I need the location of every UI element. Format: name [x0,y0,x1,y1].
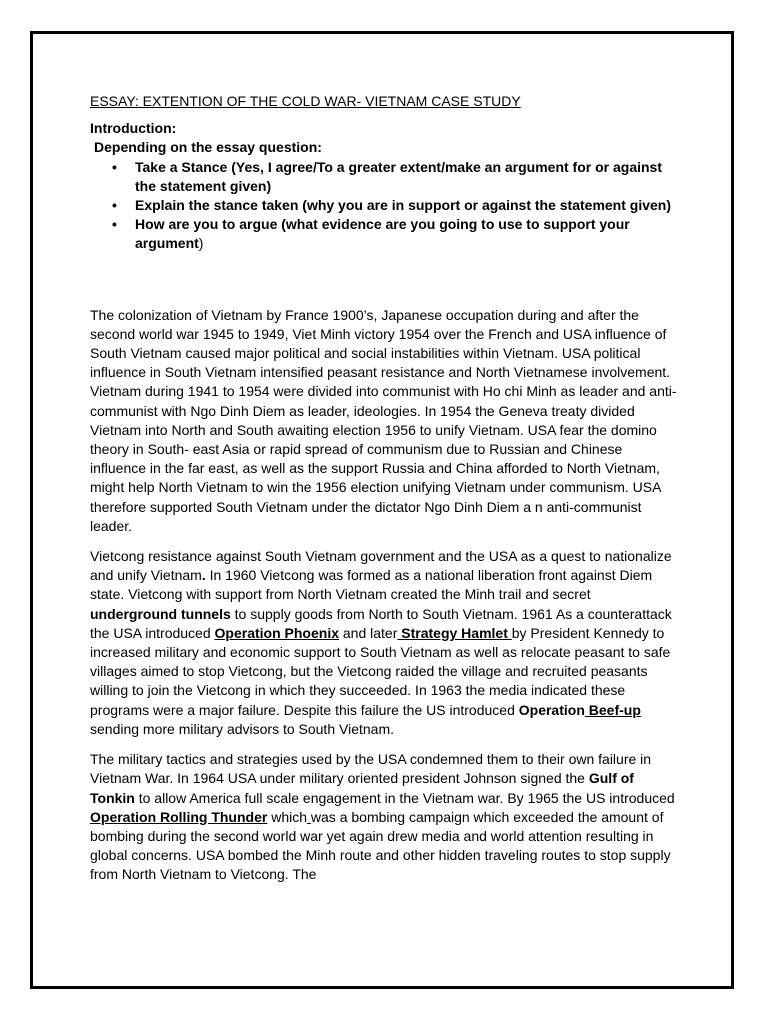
text-run: and later [339,624,398,641]
operation-term: Operation [518,701,585,718]
operation-rolling-thunder-term: Operation Rolling Thunder [90,808,268,825]
text-run: . [201,567,206,584]
text-run: to allow America full scale engagement in the Vietnam war. By 1965 the US introduced [134,789,675,806]
text-run: to supply goods from North to South Vietnam. 1961 As a counterattack the USA introduced [90,605,672,641]
bullet-text: How are you to argue (what evidence are you going to use to support your argument [135,216,630,252]
text-run: sending more military advisors to South Vietnam. [90,720,394,737]
operation-phoenix-term: Operation Phoenix [214,624,339,641]
underground-tunnels-term: underground tunnels [90,605,231,622]
introduction-heading: Introduction: [90,120,177,137]
beef-up-term: Beef-up [584,701,641,718]
gulf-of-tonkin-term: Gulf of Tonkin [90,770,634,806]
bullet-text: Explain the stance taken (why you are in support or against the statement given) [135,197,672,214]
text-run: which [267,808,308,825]
text-run: In 1960 Vietcong was formed as a national liberation front against Diem state. Vietcong with support from North Vietnam created the Minh trail and secret [90,567,653,603]
paragraph-colonization: The colonization of Vietnam by France 1900’s, Japanese occupation during and after the second world war 1945 to 1949, Viet Minh victory 1954 over the French and USA influence of South Vietnam caused major political and social instabilities within Vietnam. USA political influence in South Vietnam intensified peasant resistance and North Vietnamese involvement. Vietnam during 1941 to 1954 were divided into communist with Ho chi Minh as leader and anti-communist with Ngo Dinh Diem as leader, ideologies. In 1954 the Geneva treaty divided Vietnam into North and South awaiting election 1956 to unify Vietnam. USA fear the domino theory in South- east Asia or rapid spread of communism due to Russian and Chinese influence in the far east, as well as the support Russia and China afforded to North Vietnam, might help North Vietnam to win the 1956 election unifying Vietnam under communism. USA therefore supported South Vietnam under the dictator Ngo Dinh Diem a n anti-communist leader. [90,306,677,534]
text-run: by President Kennedy to increased military and economic support to South Vietnam as well as relocate peasant to safe villages aimed to stop Vietcong, but the Vietcong raided the village and recruited peasants willing to join the Vietcong in which they succeeded. In 1963 the media indicated these programs were a major failure. Despite this failure the US introduced [90,624,671,718]
bullet-item [135,215,680,253]
bullet-item [135,158,680,196]
bullet-closing-paren: ) [198,235,204,252]
strategy-hamlet-term: Strategy Hamlet [397,624,512,641]
paragraph-military-tactics [90,750,680,884]
paragraph-vietcong-resistance [90,547,680,739]
text-run: was a bombing campaign which exceeded the amount of bombing during the second world war yet again drew media and world attention resulting in global concerns. USA bombed the Minh route and other hidden traveling routes to stop supply from North Vietnam to Vietcong. The [90,808,671,883]
document-body [90,92,680,896]
bullet-text: Take a Stance (Yes, I agree/To a greater extent/make an argument for or against the statement given) [135,158,663,194]
intro-question: Depending on the essay question: [94,139,322,156]
text-run: The military tactics and strategies used by the USA condemned them to their own failure in Vietnam War. In 1964 USA under military oriented president Johnson signed the [90,751,652,787]
text-run: Vietcong resistance against South Vietnam government and the USA as a quest to nationalize and unify Vietnam [90,548,672,584]
intro-bullet-list [90,158,680,254]
essay-title: ESSAY: EXTENTION OF THE COLD WAR- VIETNAM CASE STUDY [90,93,521,109]
bullet-item [135,196,680,215]
